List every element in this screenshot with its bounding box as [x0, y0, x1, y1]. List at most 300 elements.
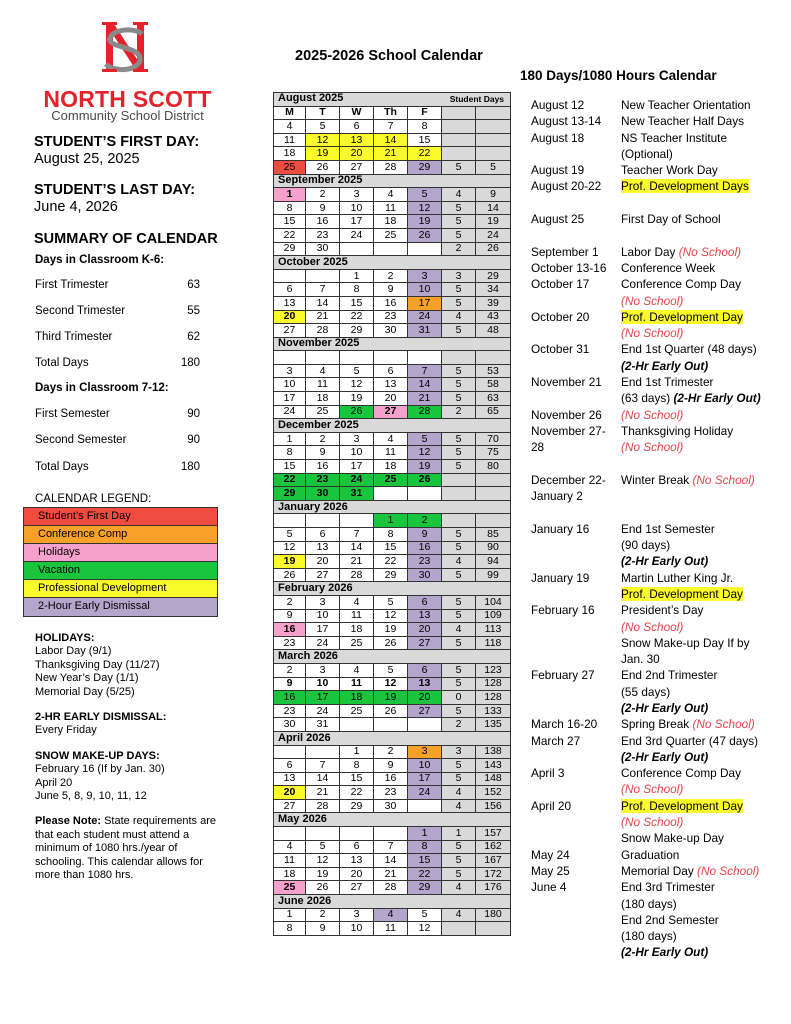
event-line [621, 439, 781, 455]
day-cell: 3 [306, 663, 340, 677]
weekday-header: Th [374, 106, 408, 120]
event-line [621, 944, 781, 960]
week-row [274, 324, 511, 338]
day-cell: 28 [374, 881, 408, 895]
summary-value: 62 [187, 331, 200, 343]
week-days-count: 5 [442, 228, 476, 242]
event-description [621, 162, 781, 178]
summary-value: 90 [187, 434, 200, 446]
event-line [621, 733, 781, 749]
day-cell: 19 [306, 867, 340, 881]
week-row [274, 160, 511, 174]
event-item [531, 847, 781, 863]
event-line [621, 896, 781, 912]
day-cell [274, 351, 306, 365]
summary-value: 90 [187, 408, 200, 420]
week-row [274, 228, 511, 242]
day-cell: 27 [274, 324, 306, 338]
day-cell: 17 [340, 215, 374, 229]
event-date [531, 472, 621, 505]
month-name: June 2026 [278, 894, 332, 907]
event-description [621, 97, 781, 113]
day-cell: 4 [306, 364, 340, 378]
event-date-line: August 25 [531, 212, 585, 227]
day-cell: 3 [274, 364, 306, 378]
event-line [621, 407, 781, 423]
event-gap [531, 504, 781, 520]
event-description [621, 407, 781, 423]
day-cell: 1 [274, 188, 306, 202]
cumulative-days: 104 [476, 595, 511, 609]
week-days-count: 4 [442, 623, 476, 637]
day-cell: 14 [408, 378, 442, 392]
summary-row [35, 461, 200, 473]
week-days-count [442, 922, 476, 936]
summary-label: Second Semester [35, 434, 127, 446]
event-line [621, 276, 781, 292]
event-item [531, 244, 781, 260]
day-cell [340, 718, 374, 732]
day-cell [408, 487, 442, 501]
event-description [621, 733, 781, 766]
event-date-line: September 1 [531, 244, 599, 259]
event-text: (2-Hr Early Out) [621, 700, 709, 715]
header-blank [442, 106, 476, 120]
event-description [621, 863, 781, 879]
cumulative-days: 152 [476, 786, 511, 800]
day-cell: 29 [274, 487, 306, 501]
day-cell: 30 [374, 324, 408, 338]
day-cell: 29 [408, 160, 442, 174]
event-text: Snow Make-up Day If by [621, 635, 750, 650]
day-cell: 12 [408, 201, 442, 215]
event-description [621, 602, 781, 667]
week-row [274, 392, 511, 406]
event-line [621, 553, 781, 569]
day-cell: 13 [408, 677, 442, 691]
event-line [621, 390, 781, 406]
week-days-count: 5 [442, 595, 476, 609]
early-dismissal-line: Every Friday [35, 724, 97, 737]
week-days-count [442, 147, 476, 161]
month-name: May 2026 [278, 813, 327, 826]
event-item [531, 423, 781, 456]
week-row [274, 133, 511, 147]
event-text: End 1st Quarter (48 days) [621, 342, 757, 357]
event-item [531, 667, 781, 716]
cumulative-days: 9 [476, 188, 511, 202]
event-line [621, 928, 781, 944]
week-days-count: 5 [442, 867, 476, 881]
month-header-row [274, 731, 511, 745]
day-cell: 8 [274, 922, 306, 936]
day-cell: 14 [306, 772, 340, 786]
day-cell: 1 [408, 827, 442, 841]
day-cell: 1 [340, 269, 374, 283]
event-date-line: April 20 [531, 798, 571, 813]
month-name: August 2025 [278, 92, 344, 105]
event-line [621, 146, 781, 162]
week-row [274, 201, 511, 215]
cumulative-days [476, 514, 511, 528]
holiday-line: New Year’s Day (1/1) [35, 672, 139, 685]
week-row [274, 147, 511, 161]
day-cell: 31 [408, 324, 442, 338]
weekday-header: T [306, 106, 340, 120]
day-cell: 9 [306, 446, 340, 460]
summary-row [35, 357, 200, 369]
day-cell: 3 [408, 269, 442, 283]
event-line [621, 113, 781, 129]
summary-row [35, 331, 200, 343]
day-cell: 18 [374, 460, 408, 474]
day-cell [274, 269, 306, 283]
day-cell: 20 [408, 623, 442, 637]
day-cell: 15 [374, 541, 408, 555]
day-cell: 22 [408, 147, 442, 161]
event-text: Martin Luther King Jr. [621, 570, 734, 585]
event-line [621, 521, 781, 537]
day-cell: 9 [374, 759, 408, 773]
event-line [621, 749, 781, 765]
month-name: March 2026 [278, 650, 338, 663]
event-line [621, 814, 781, 830]
day-cell: 12 [408, 446, 442, 460]
event-text: (No School) [621, 815, 684, 830]
day-cell: 20 [306, 555, 340, 569]
event-date [531, 798, 621, 847]
event-line [621, 97, 781, 113]
month-header [274, 93, 511, 107]
week-days-count: 5 [442, 854, 476, 868]
event-date-line: January 19 [531, 570, 590, 585]
day-cell: 20 [408, 691, 442, 705]
day-cell: 7 [340, 528, 374, 542]
event-description [621, 521, 781, 570]
g712-heading: Days in Classroom 7-12: [35, 382, 169, 394]
day-cell: 9 [306, 201, 340, 215]
week-days-count: 5 [442, 609, 476, 623]
day-cell: 12 [408, 922, 442, 936]
event-date [531, 244, 621, 260]
week-row [274, 636, 511, 650]
week-row [274, 772, 511, 786]
week-row [274, 840, 511, 854]
event-line [621, 178, 781, 194]
month-header [274, 582, 511, 596]
day-cell: 18 [274, 867, 306, 881]
event-line [621, 358, 781, 374]
day-cell: 1 [274, 432, 306, 446]
event-text: Prof. Development Day [621, 309, 743, 324]
month-header-row [274, 650, 511, 664]
legend-item: Vacation [24, 562, 217, 580]
event-text: Conference Week [621, 260, 716, 275]
day-cell: 20 [274, 786, 306, 800]
week-days-count: 4 [442, 555, 476, 569]
please-note-text: State requirements are that each student must attend a minimum of 1080 hrs./year of schooling. This calendar allows for more than 1080 hrs. [35, 815, 216, 882]
event-date-line: February 16 [531, 603, 595, 618]
cumulative-days: 157 [476, 827, 511, 841]
cumulative-days: 128 [476, 677, 511, 691]
day-cell: 21 [374, 147, 408, 161]
event-text: (90 days) [621, 538, 671, 553]
week-days-count: 5 [442, 460, 476, 474]
day-cell: 26 [306, 881, 340, 895]
day-cell: 2 [274, 595, 306, 609]
week-row [274, 908, 511, 922]
event-text: (No School) [692, 717, 755, 732]
day-cell: 26 [374, 636, 408, 650]
day-cell: 24 [408, 310, 442, 324]
event-text: Jan. 30 [621, 652, 660, 667]
event-date [531, 162, 621, 178]
cumulative-days: 118 [476, 636, 511, 650]
day-cell: 7 [306, 283, 340, 297]
event-date [531, 130, 621, 163]
day-cell: 5 [306, 840, 340, 854]
day-cell: 4 [374, 908, 408, 922]
event-line [621, 700, 781, 716]
week-days-count: 5 [442, 432, 476, 446]
month-header [274, 813, 511, 827]
event-description [621, 113, 781, 129]
event-description [621, 130, 781, 163]
day-cell: 3 [340, 908, 374, 922]
week-days-count: 5 [442, 392, 476, 406]
week-row [274, 310, 511, 324]
cumulative-days: 29 [476, 269, 511, 283]
day-cell: 7 [374, 840, 408, 854]
legend-item: Student’s First Day [24, 508, 217, 526]
event-line [621, 244, 781, 260]
cumulative-days: 5 [476, 160, 511, 174]
day-cell: 13 [274, 296, 306, 310]
please-note [35, 815, 220, 882]
k6-heading: Days in Classroom K-6: [35, 254, 165, 266]
day-cell: 2 [408, 514, 442, 528]
day-cell [408, 242, 442, 256]
day-cell [374, 827, 408, 841]
event-date-line: November 27- [531, 423, 606, 438]
event-line [621, 619, 781, 635]
day-cell: 18 [340, 623, 374, 637]
event-date [531, 211, 621, 227]
week-row [274, 799, 511, 813]
month-header-row [274, 419, 511, 433]
summary-value: 180 [180, 357, 200, 369]
event-date [531, 733, 621, 766]
day-cell: 24 [340, 228, 374, 242]
day-cell: 11 [374, 201, 408, 215]
week-days-count: 5 [442, 528, 476, 542]
cumulative-days: 94 [476, 555, 511, 569]
week-row [274, 568, 511, 582]
month-name: January 2026 [278, 500, 348, 513]
event-text: (No School) [621, 326, 684, 341]
day-cell: 17 [340, 460, 374, 474]
week-row [274, 691, 511, 705]
event-gap [531, 456, 781, 472]
month-name: February 2026 [278, 582, 353, 595]
month-header [274, 256, 511, 270]
holiday-line: Memorial Day (5/25) [35, 685, 135, 698]
event-text: Prof. Development Days [621, 179, 749, 194]
day-cell: 19 [340, 392, 374, 406]
day-cell: 11 [306, 378, 340, 392]
day-cell: 16 [274, 691, 306, 705]
event-date-line: December 22- [531, 472, 606, 487]
event-description [621, 570, 781, 603]
day-cell: 13 [340, 854, 374, 868]
week-days-count: 5 [442, 324, 476, 338]
month-header-row [274, 813, 511, 827]
calendar-title: 2025-2026 School Calendar [295, 48, 483, 64]
week-row [274, 854, 511, 868]
day-cell: 20 [374, 392, 408, 406]
day-cell: 27 [408, 636, 442, 650]
event-date [531, 341, 621, 374]
week-days-count: 5 [442, 296, 476, 310]
day-cell: 9 [374, 283, 408, 297]
month-header-row [274, 582, 511, 596]
event-date-line: August 20-22 [531, 179, 602, 194]
last-day-date: June 4, 2026 [34, 199, 118, 215]
day-cell [274, 745, 306, 759]
event-text: (180 days) [621, 896, 677, 911]
event-text: (2-Hr Early Out) [621, 945, 709, 960]
day-cell: 17 [306, 691, 340, 705]
day-cell: 12 [306, 854, 340, 868]
day-cell: 15 [408, 854, 442, 868]
event-item [531, 162, 781, 178]
week-row [274, 283, 511, 297]
week-days-count: 4 [442, 786, 476, 800]
event-gap [531, 227, 781, 243]
events-list [531, 97, 781, 961]
cumulative-days: 34 [476, 283, 511, 297]
event-line [621, 309, 781, 325]
cumulative-days: 148 [476, 772, 511, 786]
day-cell [306, 351, 340, 365]
event-line [621, 570, 781, 586]
day-cell: 9 [274, 677, 306, 691]
cumulative-days: 172 [476, 867, 511, 881]
day-cell: 8 [408, 840, 442, 854]
day-cell: 1 [274, 908, 306, 922]
summary-value: 63 [187, 279, 200, 291]
event-date [531, 879, 621, 960]
month-name: September 2025 [278, 174, 363, 187]
event-date-line: May 25 [531, 863, 570, 878]
event-description [621, 847, 781, 863]
day-cell: 10 [274, 378, 306, 392]
event-date-line: April 3 [531, 766, 565, 781]
event-date-line: October 17 [531, 277, 590, 292]
week-row [274, 827, 511, 841]
day-cell: 21 [306, 310, 340, 324]
day-cell [374, 718, 408, 732]
legend-title: CALENDAR LEGEND: [35, 493, 152, 505]
event-date [531, 97, 621, 113]
event-text: End 1st Trimester [621, 375, 714, 390]
week-days-count [442, 133, 476, 147]
month-name: November 2025 [278, 337, 360, 350]
day-cell: 25 [274, 881, 306, 895]
summary-value: 55 [187, 305, 200, 317]
week-row [274, 595, 511, 609]
day-cell [408, 351, 442, 365]
day-cell: 4 [374, 432, 408, 446]
event-item [531, 602, 781, 667]
event-text: (2-Hr Early Out) [621, 358, 709, 373]
summary-value: 180 [180, 461, 200, 473]
week-days-count: 0 [442, 691, 476, 705]
day-cell: 19 [274, 555, 306, 569]
event-line [621, 716, 781, 732]
day-cell: 24 [274, 405, 306, 419]
event-text: Thanksgiving Holiday [621, 423, 734, 438]
cumulative-days: 48 [476, 324, 511, 338]
event-text: Prof. Development Day [621, 798, 743, 813]
day-cell: 20 [340, 867, 374, 881]
day-cell [274, 514, 306, 528]
month-name: December 2025 [278, 419, 359, 432]
day-cell: 27 [340, 881, 374, 895]
week-row [274, 242, 511, 256]
week-days-count: 5 [442, 840, 476, 854]
day-cell: 17 [306, 623, 340, 637]
day-cell: 11 [374, 446, 408, 460]
day-cell: 4 [274, 120, 306, 134]
legend-item: Conference Comp [24, 526, 217, 544]
day-cell: 17 [408, 296, 442, 310]
day-cell: 19 [374, 623, 408, 637]
event-line [621, 293, 781, 309]
week-days-count: 4 [442, 799, 476, 813]
event-description [621, 276, 781, 309]
day-cell: 22 [374, 555, 408, 569]
event-text: (No School) [621, 782, 684, 797]
holidays-heading: HOLIDAYS: [35, 632, 95, 644]
week-row [274, 922, 511, 936]
week-row [274, 759, 511, 773]
event-date [531, 374, 621, 407]
day-cell: 8 [340, 283, 374, 297]
cumulative-days: 19 [476, 215, 511, 229]
week-row [274, 120, 511, 134]
day-cell: 30 [408, 568, 442, 582]
cumulative-days: 128 [476, 691, 511, 705]
event-text: Teacher Work Day [621, 163, 718, 178]
day-cell: 16 [408, 541, 442, 555]
event-line [621, 260, 781, 276]
event-line [621, 162, 781, 178]
event-item [531, 341, 781, 374]
cumulative-days: 43 [476, 310, 511, 324]
day-cell: 28 [340, 568, 374, 582]
day-cell: 6 [408, 595, 442, 609]
district-name: NORTH SCOTT [43, 86, 212, 112]
day-cell: 23 [374, 786, 408, 800]
cumulative-days [476, 351, 511, 365]
day-cell: 11 [340, 677, 374, 691]
day-cell: 27 [374, 405, 408, 419]
day-cell: 30 [306, 242, 340, 256]
day-cell: 15 [408, 133, 442, 147]
event-item [531, 521, 781, 570]
week-row [274, 677, 511, 691]
